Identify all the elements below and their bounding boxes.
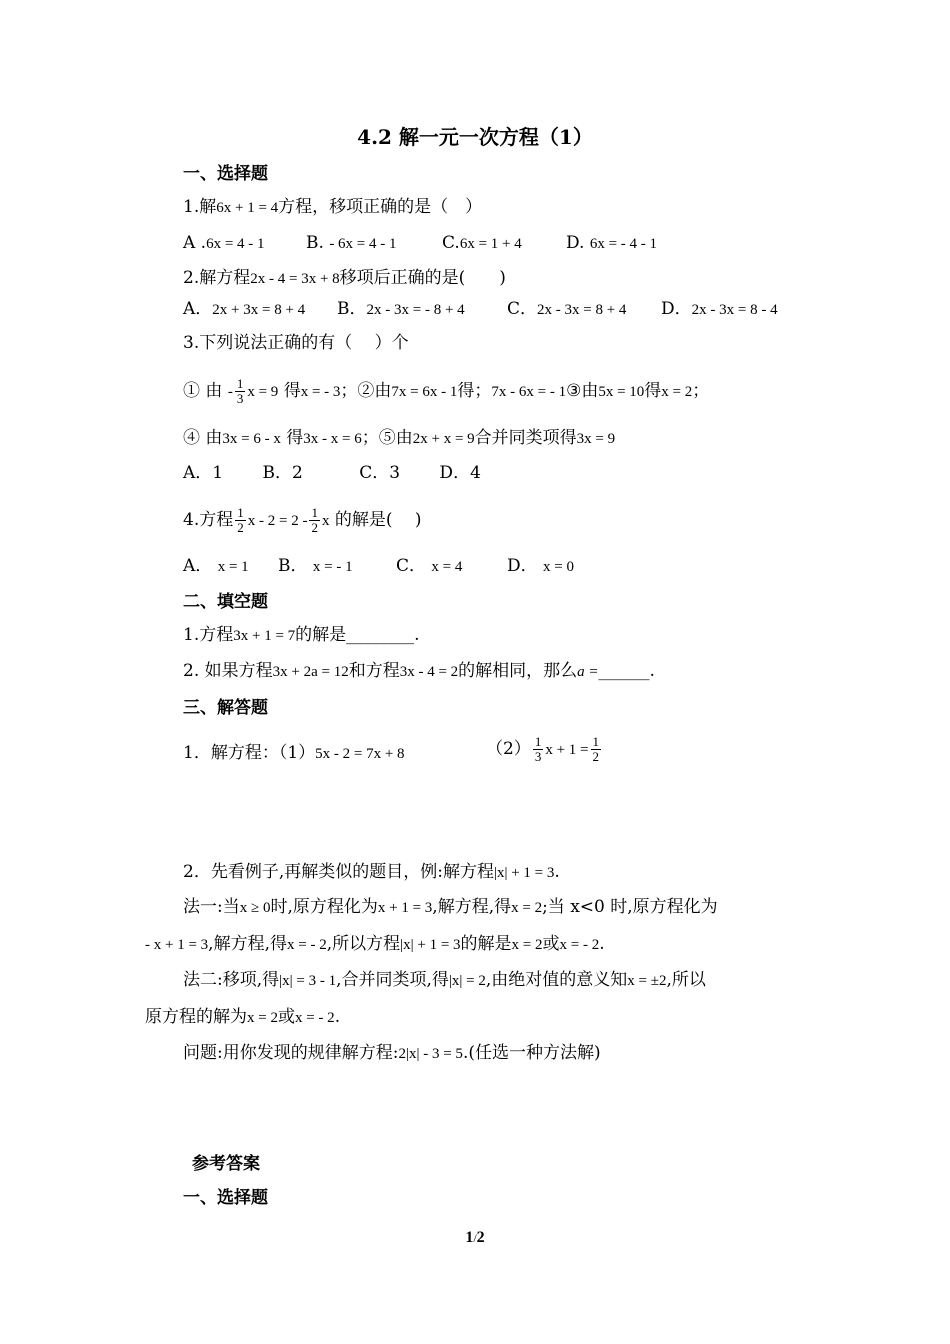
option-label: A . [183, 233, 207, 253]
answers-section-choice: 一、选择题 [183, 1188, 268, 1208]
q1-option-d [566, 232, 657, 255]
equation: - x + 1 = 3 [145, 937, 209, 953]
question-4-stem [183, 506, 422, 535]
equation: |x| = 3 - 1 [279, 973, 337, 989]
text: 1.解 [183, 197, 217, 217]
text: 的解是 [460, 934, 512, 954]
option-label: A． [183, 556, 213, 576]
question-1-stem [183, 196, 482, 219]
equation: 2x + x = 9 [412, 431, 475, 447]
text: 得； [457, 381, 492, 401]
numerator: 1 [311, 505, 318, 520]
option-label: B． [337, 299, 367, 319]
text: 4.方程 [183, 510, 234, 530]
numerator: 1 [237, 505, 244, 520]
equation: 7x - 6x = - 1 [491, 384, 567, 400]
q3-statement-line-1 [183, 377, 709, 406]
q4-option-a [183, 555, 249, 578]
equation: |x| + 1 = 3 [493, 865, 555, 881]
fraction [235, 377, 246, 406]
text: ______. [598, 661, 655, 681]
current-page: 1 [465, 1229, 474, 1246]
denominator: 2 [311, 520, 318, 535]
fraction [235, 506, 246, 535]
equation: x = - 2 [286, 937, 327, 953]
equation: 3x + 2a = 12 [272, 664, 349, 680]
equation: 6x = 1 + 4 [459, 236, 522, 252]
q2-option-a [183, 298, 305, 321]
equation: 5x - 2 = 7x + 8 [315, 746, 405, 762]
text: 和方程 [348, 661, 400, 681]
option-label: C. [442, 233, 460, 253]
text: ,解方程,得 [208, 934, 287, 954]
option-label: D． [661, 299, 692, 319]
equation: x = 2 [661, 384, 693, 400]
page-number [0, 1229, 950, 1247]
section-heading-choice: 一、选择题 [183, 164, 268, 184]
equation: 2x - 3x = 8 - 4 [691, 302, 778, 318]
equation: 2x - 4 = 3x + 8 [250, 271, 340, 287]
equation: 7x = 6x - 1 [391, 384, 458, 400]
text: 2．先看例子,再解类似的题目，例:解方程 [183, 862, 494, 882]
text: . [554, 862, 560, 882]
equation: 3x - x = 6 [303, 431, 362, 447]
equation: 2|x| - 3 = 5 [398, 1046, 463, 1062]
equation: x = 4 [431, 559, 463, 575]
numerator: 1 [236, 376, 244, 391]
text: ,由绝对值的意义知 [485, 970, 628, 990]
text: . [599, 934, 605, 954]
text: 得 [644, 381, 662, 401]
equation: - 6x = 4 - 1 [329, 236, 397, 252]
solve-q2-line-1 [183, 861, 560, 884]
fraction [591, 735, 602, 764]
equation: 6x + 1 = 4 [216, 200, 279, 216]
page-title: 4.2 解一元一次方程（1） [357, 125, 593, 149]
q1-option-b [306, 232, 397, 255]
section-heading-solve: 三、解答题 [183, 698, 268, 718]
q1-option-a [183, 232, 265, 255]
text: 方程，移项正确的是（ ） [278, 197, 483, 217]
q3-statement-line-2 [183, 427, 615, 450]
text: ,解方程,得 [432, 897, 512, 917]
text: 法二:移项,得 [183, 970, 280, 990]
text: . [334, 1007, 341, 1027]
equation: x ≥ 0 [239, 900, 271, 916]
equation: 2x + 3x = 8 + 4 [212, 302, 306, 318]
equation: x + 1 = 3 [377, 900, 433, 916]
denominator: 3 [534, 749, 542, 764]
q2-option-d [661, 298, 778, 321]
option-label: C． [396, 556, 427, 576]
text: 或 [542, 934, 560, 954]
text: ； [692, 381, 710, 401]
text: 2. 如果方程 [183, 661, 273, 681]
fraction [533, 735, 544, 764]
text: 2.解方程 [183, 268, 251, 288]
numerator: 1 [592, 734, 599, 749]
fill-question-2 [183, 660, 655, 683]
equation: a = [577, 664, 599, 680]
option-label: B. [306, 233, 324, 253]
equation: x = 2 [247, 1010, 278, 1026]
equation: x = - 3 [300, 384, 341, 400]
text: 时,原方程化为 [270, 897, 378, 917]
text: 1.方程 [183, 625, 234, 645]
equation: |x| + 1 = 3 [400, 937, 461, 953]
section-heading-fill: 二、填空题 [183, 592, 268, 612]
minus-sign: - [227, 384, 233, 400]
text: ；②由 [340, 381, 392, 401]
denominator: 3 [236, 391, 244, 406]
text: ③由 [566, 381, 599, 401]
text: ① 由 [183, 381, 223, 401]
text: 得 [283, 381, 301, 401]
question-2-stem [183, 267, 506, 290]
solve-q2-line-6 [183, 1042, 601, 1065]
text: 法一:当 [183, 897, 240, 917]
separator: / [473, 1231, 477, 1245]
text: 的解是________. [295, 625, 420, 645]
equation: 3x + 1 = 7 [233, 628, 296, 644]
equation: |x| = 2 [448, 973, 486, 989]
option-label: D. [566, 233, 585, 253]
text: ④ 由 [183, 428, 223, 448]
equation: x = 2 [511, 937, 543, 953]
question-3-stem: 3.下列说法正确的有（ ）个 [183, 333, 409, 353]
option-label: A． [183, 299, 213, 319]
q3-options: A．1 B．2 C．3 D．4 [183, 463, 481, 483]
text: 合并同类项得 [474, 428, 577, 448]
equation: x = 0 [543, 559, 575, 575]
text: 1．解方程：（1） [183, 743, 316, 763]
equation: 3x = 6 - x [222, 431, 281, 447]
equation: x + 1 = [545, 742, 589, 758]
answers-heading: 参考答案 [192, 1154, 260, 1174]
text: 原方程的解为 [145, 1007, 247, 1027]
text: ,所以方程 [326, 934, 401, 954]
equation: 3x - 4 = 2 [399, 664, 459, 680]
text: 的解是( ) [334, 510, 422, 530]
equation: x = ±2 [627, 973, 667, 989]
solve-q2-line-4 [183, 969, 706, 992]
q1-option-c [442, 232, 522, 255]
equation: 2x - 3x = 8 + 4 [537, 302, 627, 318]
fill-question-1 [183, 624, 420, 647]
equation: x = 9 [247, 384, 279, 400]
fraction [309, 506, 320, 535]
text: ；⑤由 [361, 428, 413, 448]
equation: x - 2 = 2 - [247, 513, 308, 529]
equation: 3x = 9 [576, 431, 616, 447]
text: 问题:用你发现的规律解方程: [183, 1043, 399, 1063]
equation: 2x - 3x = - 8 + 4 [366, 302, 465, 318]
q2-option-c [507, 298, 626, 321]
equation: x [321, 513, 330, 529]
solve-question-1 [183, 742, 405, 765]
text: ,所以 [666, 970, 706, 990]
text: 得 [286, 428, 304, 448]
option-label: D． [507, 556, 538, 576]
q2-option-b [337, 298, 465, 321]
denominator: 2 [237, 520, 244, 535]
equation: 5x = 10 [598, 384, 645, 400]
numerator: 1 [534, 734, 542, 749]
solve-q2-line-2 [183, 896, 718, 919]
text: 移项后正确的是( ) [339, 268, 506, 288]
text: ,合并同类项,得 [336, 970, 449, 990]
solve-q2-line-3 [145, 933, 605, 956]
equation: x = 2 [511, 900, 543, 916]
text: ;当 x<0 时,原方程化为 [542, 897, 718, 917]
total-pages: 2 [476, 1229, 485, 1246]
option-label: B． [278, 556, 308, 576]
solve-q2-line-5 [145, 1006, 340, 1029]
text: 的解相同，那么 [458, 661, 578, 681]
option-label: C． [507, 299, 538, 319]
text: .(任选一种方法解) [462, 1043, 601, 1063]
q4-option-d [507, 555, 574, 578]
text: 或 [277, 1007, 295, 1027]
equation: 6x = 4 - 1 [206, 236, 265, 252]
q4-option-c [396, 555, 462, 578]
equation: x = 1 [217, 559, 249, 575]
equation: x = - 2 [294, 1010, 335, 1026]
equation: x = - 1 [312, 559, 353, 575]
denominator: 2 [592, 749, 599, 764]
equation: x = - 2 [559, 937, 600, 953]
text: （2） [486, 739, 531, 759]
equation: 6x = - 4 - 1 [589, 236, 658, 252]
q4-option-b [278, 555, 353, 578]
solve-question-1-part-2 [486, 735, 603, 764]
